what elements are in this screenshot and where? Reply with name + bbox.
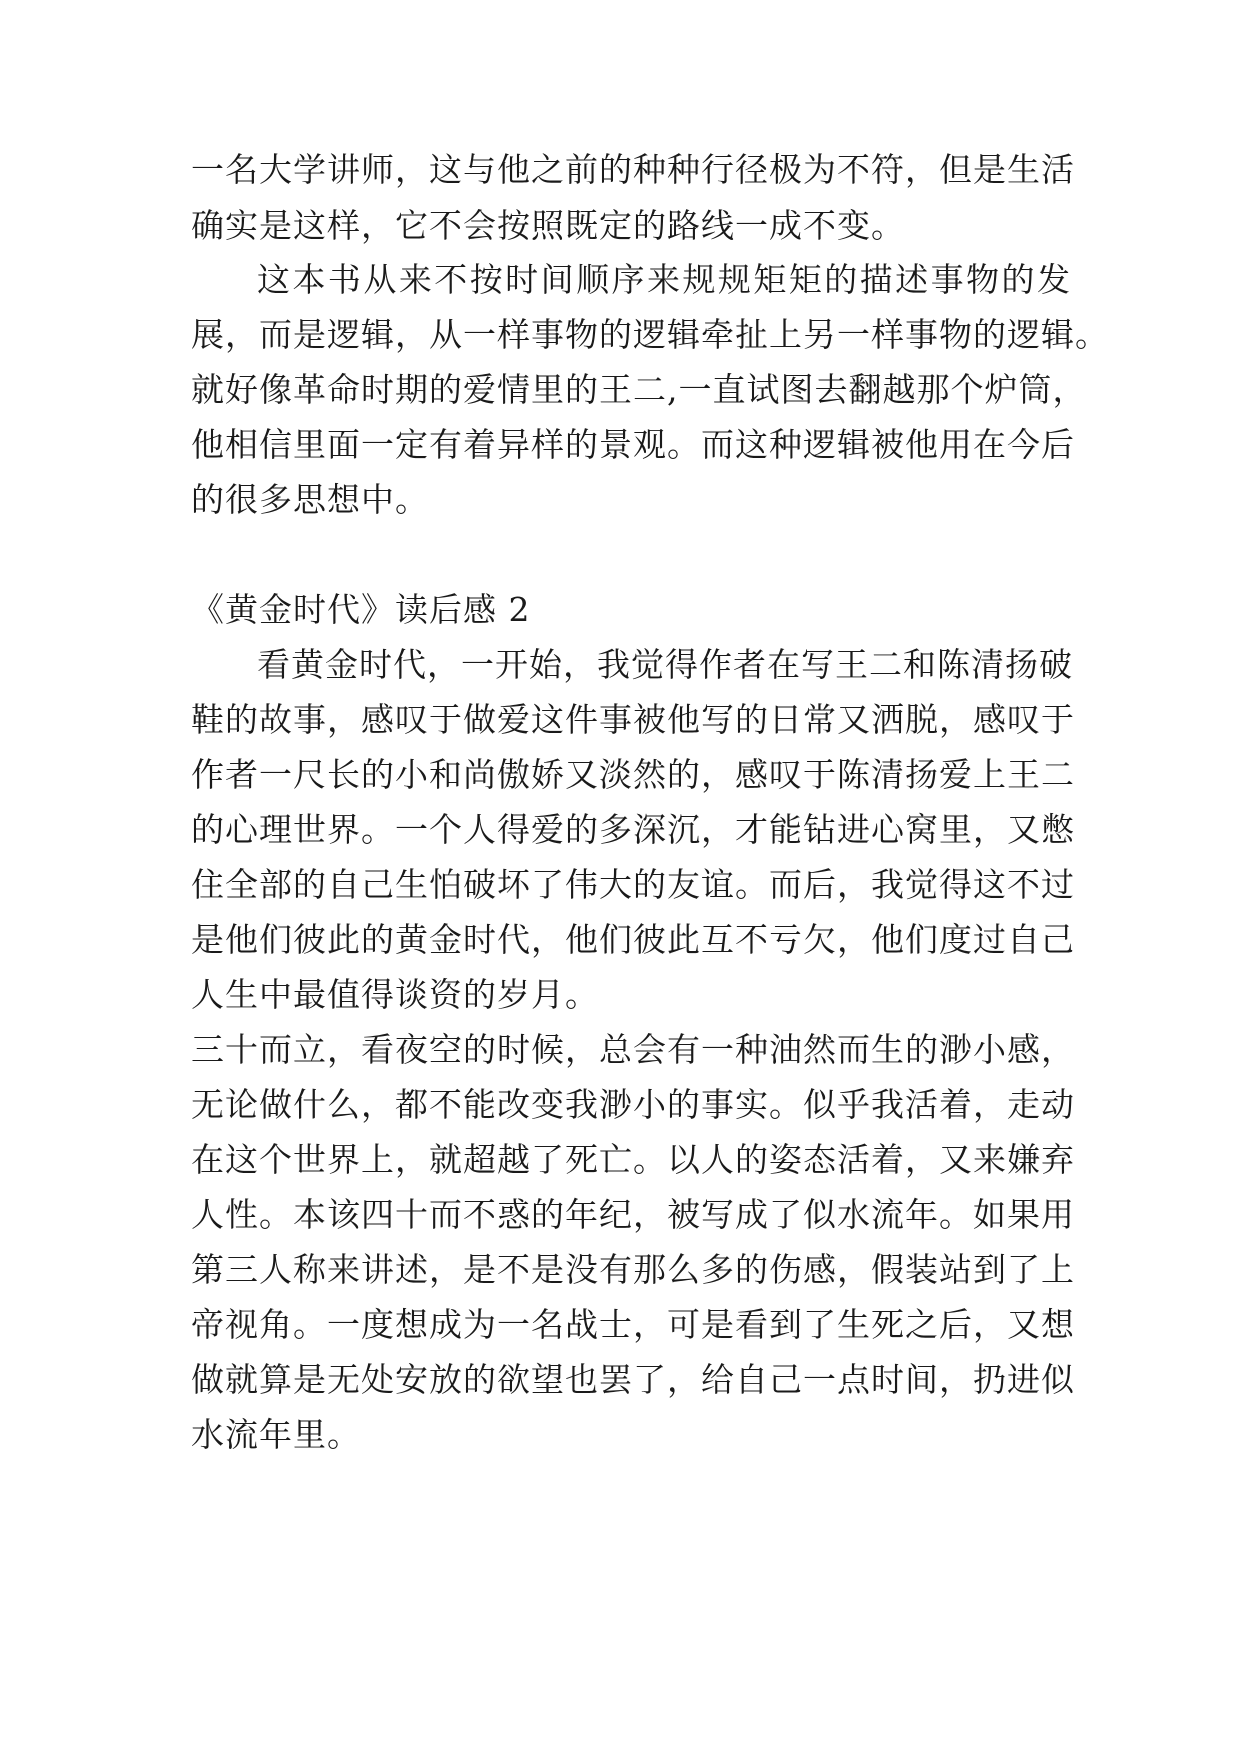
paragraph-line: 住全部的自己生怕破坏了伟大的友谊。而后，我觉得这不过: [191, 865, 1075, 904]
paragraph-line: 鞋的故事，感叹于做爱这件事被他写的日常又洒脱，感叹于: [191, 700, 1075, 739]
paragraph-line: 作者一尺长的小和尚傲娇又淡然的，感叹于陈清扬爱上王二: [191, 755, 1075, 794]
paragraph-line: 在这个世界上，就超越了死亡。以人的姿态活着，又来嫌弃: [191, 1140, 1075, 1179]
paragraph-line: 确实是这样，它不会按照既定的路线一成不变。: [191, 206, 905, 245]
paragraph-line: 第三人称来讲述，是不是没有那么多的伤感，假装站到了上: [191, 1250, 1075, 1289]
paragraph-line: 是他们彼此的黄金时代，他们彼此互不亏欠，他们度过自己: [191, 920, 1075, 959]
paragraph-line: 这本书从来不按时间顺序来规规矩矩的描述事物的发: [257, 260, 1071, 299]
paragraph-line: 三十而立，看夜空的时候，总会有一种油然而生的渺小感，: [191, 1030, 1075, 1069]
paragraph-line: 一名大学讲师，这与他之前的种种行径极为不符，但是生活: [191, 150, 1075, 189]
paragraph-line: 的很多思想中。: [191, 480, 429, 519]
paragraph-line: 水流年里。: [191, 1415, 361, 1454]
paragraph-line: 看黄金时代，一开始，我觉得作者在写王二和陈清扬破: [257, 645, 1073, 684]
paragraph-line: 的心理世界。一个人得爱的多深沉，才能钻进心窝里，又憋: [191, 810, 1075, 849]
paragraph-line: 展，而是逻辑，从一样事物的逻辑牵扯上另一样事物的逻辑。: [191, 315, 1109, 354]
paragraph-line: 无论做什么，都不能改变我渺小的事实。似乎我活着，走动: [191, 1085, 1075, 1124]
paragraph-line: 帝视角。一度想成为一名战士，可是看到了生死之后，又想: [191, 1305, 1075, 1344]
paragraph-line: 他相信里面一定有着异样的景观。而这种逻辑被他用在今后: [191, 425, 1075, 464]
section-heading: 《黄金时代》读后感 2: [191, 590, 531, 629]
paragraph-line: 人生中最值得谈资的岁月。: [191, 975, 599, 1014]
paragraph-line: 做就算是无处安放的欲望也罢了，给自己一点时间，扔进似: [191, 1360, 1075, 1399]
paragraph-line: 人性。本该四十而不惑的年纪，被写成了似水流年。如果用: [191, 1195, 1075, 1234]
paragraph-line: 就好像革命时期的爱情里的王二,一直试图去翻越那个炉筒，: [191, 370, 1087, 409]
